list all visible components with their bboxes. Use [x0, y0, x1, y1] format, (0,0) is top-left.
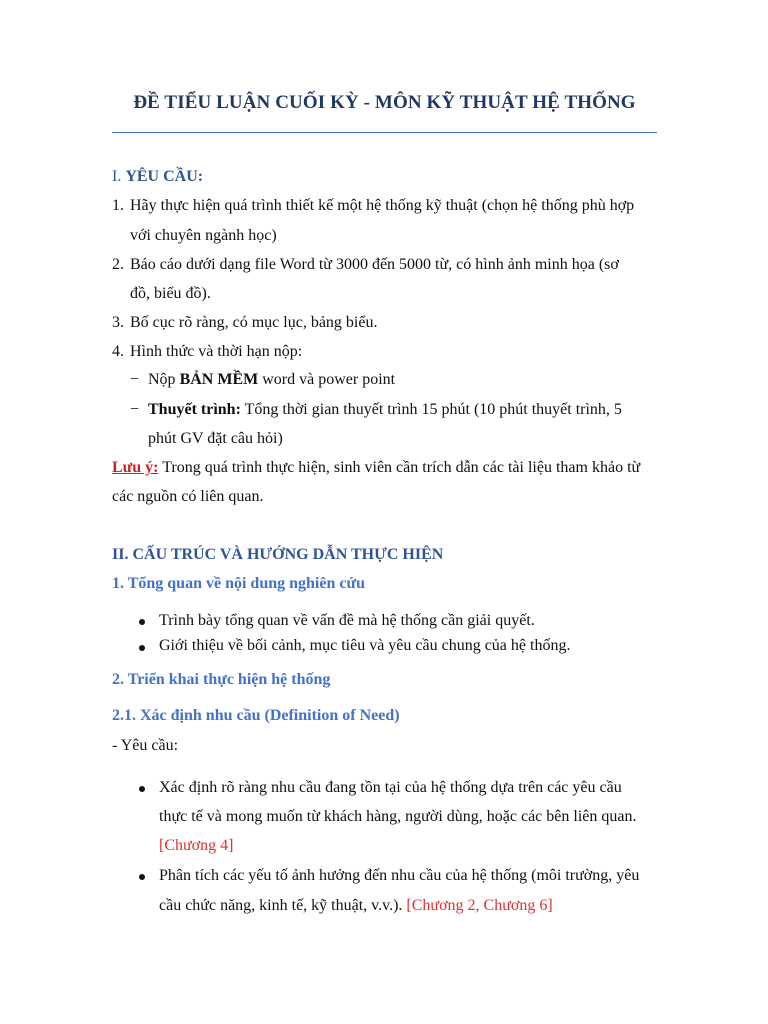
- subsection-1-bullet-2: Giới thiệu về bối cảnh, mục tiêu và yêu cầu chung của hệ thống.: [159, 637, 571, 654]
- sub-item-1-dash: −: [130, 371, 140, 388]
- bullet-dot: [139, 619, 145, 625]
- sub-item-1-pre: Nộp: [148, 371, 180, 388]
- note-label: Lưu ý:: [112, 459, 159, 476]
- section-1-prefix: I.: [112, 168, 126, 185]
- item-4-number: 4.: [112, 343, 124, 360]
- need-bullet-2-reference: [Chương 2, Chương 6]: [406, 897, 553, 914]
- item-2-number: 2.: [112, 256, 124, 273]
- sub-item-2-dash: −: [130, 401, 140, 418]
- subsection-2-heading: 2. Triển khai thực hiện hệ thống: [112, 671, 331, 688]
- item-3-number: 3.: [112, 314, 124, 331]
- subsection-1-bullet-1: Trình bày tổng quan về vấn đề mà hệ thống cần giải quyết.: [159, 612, 535, 629]
- title-divider: [112, 132, 657, 133]
- sub-item-1-bold: BẢN MỀM: [179, 371, 259, 388]
- item-2-line-2: đồ, biểu đồ).: [130, 285, 211, 302]
- sub-item-1-post: word và power point: [258, 371, 396, 388]
- need-bullet-1-reference: [Chương 4]: [159, 837, 234, 854]
- item-2-line-1: Báo cáo dưới dạng file Word từ 3000 đến 5000 từ, có hình ảnh minh họa (sơ: [130, 256, 619, 273]
- requirements-intro: - Yêu cầu:: [112, 737, 179, 754]
- bullet-dot: [139, 874, 145, 880]
- item-1-number: 1.: [112, 197, 124, 214]
- need-bullet-1-line-1: Xác định rõ ràng nhu cầu đang tồn tại của hệ thống dựa trên các yêu cầu: [159, 779, 622, 796]
- note-line-2: các nguồn có liên quan.: [112, 488, 264, 505]
- need-bullet-2-text: cầu chức năng, kinh tế, kỹ thuật, v.v.).: [159, 897, 407, 914]
- item-1-line-2: với chuyên ngành học): [130, 227, 277, 244]
- sub-item-2: [148, 400, 622, 420]
- document-title: ĐỀ TIỂU LUẬN CUỐI KỲ - MÔN KỸ THUẬT HỆ THỐNG: [133, 92, 636, 113]
- note-text: Trong quá trình thực hiện, sinh viên cần trích dẫn các tài liệu tham khảo từ: [158, 459, 641, 476]
- note-line-1: [112, 458, 640, 478]
- section-2-heading: [112, 546, 443, 564]
- need-bullet-1-line-2: thực tế và mong muốn từ khách hàng, người dùng, hoặc các bên liên quan.: [159, 808, 637, 825]
- subsection-2-1-heading: 2.1. Xác định nhu cầu (Definition of Need): [112, 707, 400, 724]
- need-bullet-2-line-1: Phân tích các yếu tố ảnh hưởng đến nhu cầu của hệ thống (môi trường, yêu: [159, 867, 640, 884]
- section-1-title: YÊU CẦU:: [125, 168, 204, 185]
- sub-item-2-post: Tổng thời gian thuyết trình 15 phút (10 phút thuyết trình, 5: [240, 401, 622, 418]
- section-2-title: II. CẤU TRÚC VÀ HƯỚNG DẪN THỰC HIỆN: [112, 546, 444, 563]
- section-1-heading: [112, 168, 203, 186]
- sub-item-1: [148, 370, 395, 390]
- bullet-dot: [139, 645, 145, 651]
- bullet-dot: [139, 786, 145, 792]
- sub-item-2-bold: Thuyết trình:: [148, 401, 241, 418]
- item-3-line-1: Bố cục rõ ràng, có mục lục, bảng biểu.: [130, 314, 378, 331]
- sub-item-2-line-2: phút GV đặt câu hỏi): [148, 430, 283, 447]
- item-4-line-1: Hình thức và thời hạn nộp:: [130, 343, 303, 360]
- subsection-1-heading: 1. Tổng quan về nội dung nghiên cứu: [112, 575, 365, 592]
- need-bullet-2-line-2: [159, 896, 553, 916]
- item-1-line-1: Hãy thực hiện quá trình thiết kế một hệ thống kỹ thuật (chọn hệ thống phù hợp: [130, 197, 635, 214]
